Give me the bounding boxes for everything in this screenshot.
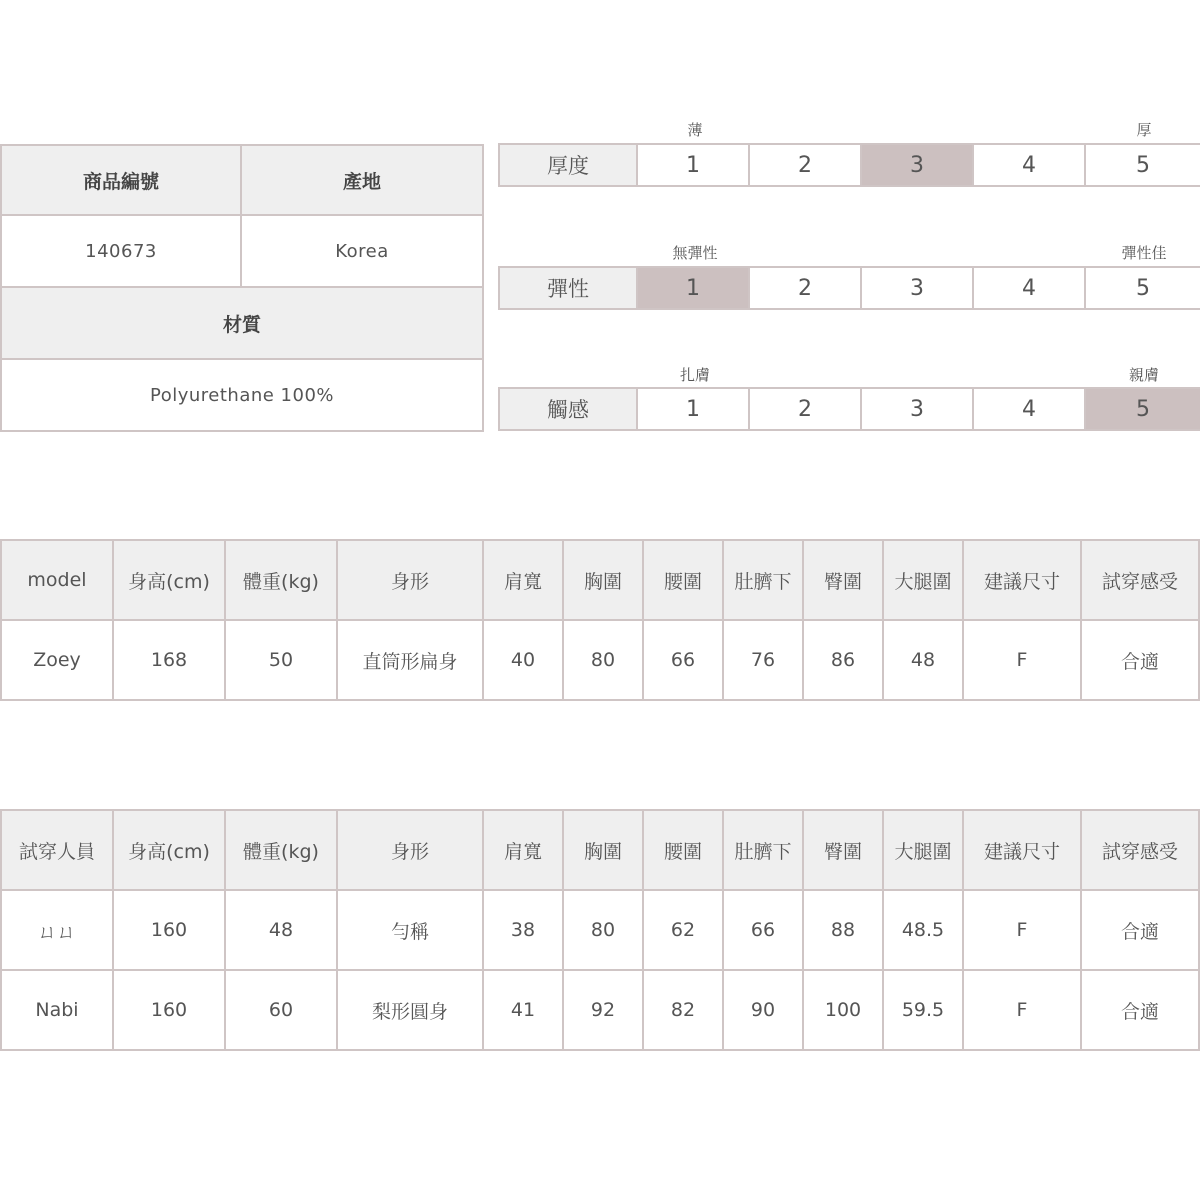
table-cell: 48.5 <box>882 889 964 971</box>
rating-min-label: 薄 <box>687 121 703 139</box>
table-cell: 50 <box>224 619 338 701</box>
rating-level-selected: 1 <box>636 266 750 310</box>
rating-level: 4 <box>972 266 1086 310</box>
table-header-cell: 肩寬 <box>482 539 564 621</box>
material-header: 材質 <box>0 286 484 360</box>
table-cell: 100 <box>802 969 884 1051</box>
table-header-cell: 臀圍 <box>802 809 884 891</box>
table-cell: Zoey <box>0 619 114 701</box>
table-header-cell: 腰圍 <box>642 539 724 621</box>
rating-max-label: 厚 <box>1136 121 1152 139</box>
table-header-cell: 身形 <box>336 539 484 621</box>
rating-level: 2 <box>748 266 862 310</box>
table-header-cell: 肚臍下 <box>722 809 804 891</box>
table-cell: 90 <box>722 969 804 1051</box>
table-cell: 40 <box>482 619 564 701</box>
table-header-cell: 建議尺寸 <box>962 539 1082 621</box>
table-header-cell: 體重(kg) <box>224 539 338 621</box>
table-cell: 38 <box>482 889 564 971</box>
rating-level: 1 <box>636 143 750 187</box>
table-cell: ㄩㄩ <box>0 889 114 971</box>
table-cell: 88 <box>802 889 884 971</box>
rating-label: 觸感 <box>498 387 638 431</box>
table-cell: 48 <box>224 889 338 971</box>
table-header-cell: 臀圍 <box>802 539 884 621</box>
table-cell: 梨形圓身 <box>336 969 484 1051</box>
rating-level: 3 <box>860 266 974 310</box>
product-code-value: 140673 <box>0 214 242 288</box>
table-header-cell: 建議尺寸 <box>962 809 1082 891</box>
rating-level: 4 <box>972 143 1086 187</box>
rating-label: 厚度 <box>498 143 638 187</box>
rating-level: 5 <box>1084 143 1200 187</box>
table-header-cell: 身高(cm) <box>112 809 226 891</box>
table-cell: 41 <box>482 969 564 1051</box>
material-value: Polyurethane 100% <box>0 358 484 432</box>
rating-level: 4 <box>972 387 1086 431</box>
table-cell: 160 <box>112 969 226 1051</box>
table-cell: 80 <box>562 619 644 701</box>
table-cell: 80 <box>562 889 644 971</box>
origin-header: 產地 <box>240 144 484 216</box>
table-cell: 160 <box>112 889 226 971</box>
table-cell: 合適 <box>1080 969 1200 1051</box>
table-cell: 66 <box>642 619 724 701</box>
rating-min-label: 無彈性 <box>672 244 718 262</box>
rating-level-selected: 3 <box>860 143 974 187</box>
rating-max-label: 親膚 <box>1128 366 1160 384</box>
table-cell: 168 <box>112 619 226 701</box>
table-cell: 合適 <box>1080 889 1200 971</box>
table-cell: F <box>962 619 1082 701</box>
rating-label: 彈性 <box>498 266 638 310</box>
table-cell: 86 <box>802 619 884 701</box>
table-header-cell: 肚臍下 <box>722 539 804 621</box>
table-cell: 82 <box>642 969 724 1051</box>
table-header-cell: 身形 <box>336 809 484 891</box>
rating-level: 1 <box>636 387 750 431</box>
rating-min-label: 扎膚 <box>679 366 711 384</box>
table-header-cell: 大腿圍 <box>882 809 964 891</box>
origin-value: Korea <box>240 214 484 288</box>
table-header-cell: model <box>0 539 114 621</box>
table-header-cell: 試穿感受 <box>1080 809 1200 891</box>
table-cell: 60 <box>224 969 338 1051</box>
table-header-cell: 肩寬 <box>482 809 564 891</box>
rating-level: 2 <box>748 387 862 431</box>
product-code-header: 商品編號 <box>0 144 242 216</box>
table-header-cell: 體重(kg) <box>224 809 338 891</box>
rating-level: 2 <box>748 143 862 187</box>
rating-level: 5 <box>1084 266 1200 310</box>
rating-max-label: 彈性佳 <box>1121 244 1167 262</box>
table-cell: 48 <box>882 619 964 701</box>
table-cell: 勻稱 <box>336 889 484 971</box>
table-header-cell: 試穿感受 <box>1080 539 1200 621</box>
table-header-cell: 腰圍 <box>642 809 724 891</box>
table-header-cell: 大腿圍 <box>882 539 964 621</box>
table-cell: 76 <box>722 619 804 701</box>
table-cell: 66 <box>722 889 804 971</box>
table-cell: F <box>962 969 1082 1051</box>
table-cell: 直筒形扁身 <box>336 619 484 701</box>
table-cell: Nabi <box>0 969 114 1051</box>
table-header-cell: 身高(cm) <box>112 539 226 621</box>
table-cell: F <box>962 889 1082 971</box>
table-cell: 59.5 <box>882 969 964 1051</box>
table-cell: 92 <box>562 969 644 1051</box>
table-cell: 合適 <box>1080 619 1200 701</box>
table-cell: 62 <box>642 889 724 971</box>
rating-level-selected: 5 <box>1084 387 1200 431</box>
table-header-cell: 胸圍 <box>562 539 644 621</box>
table-header-cell: 試穿人員 <box>0 809 114 891</box>
rating-level: 3 <box>860 387 974 431</box>
table-header-cell: 胸圍 <box>562 809 644 891</box>
